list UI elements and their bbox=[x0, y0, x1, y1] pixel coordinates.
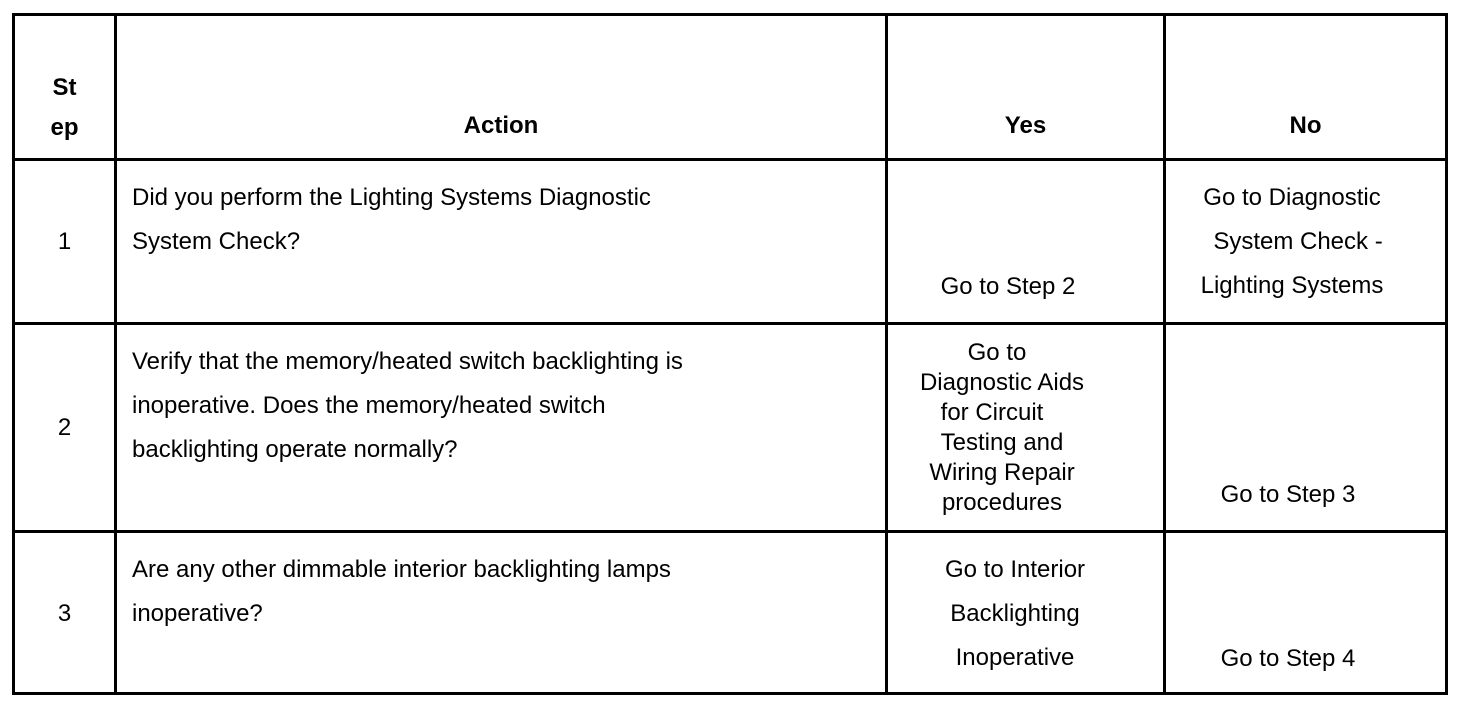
row-1-yes-line-1: Go to Step 2 bbox=[940, 273, 1076, 300]
row-3-no-line-1: Go to Step 4 bbox=[1220, 645, 1356, 672]
header-divider bbox=[12, 158, 1448, 161]
row-2-yes-line-2: Diagnostic Aids bbox=[919, 369, 1085, 396]
row-1-no-line-2: System Check - bbox=[1213, 228, 1383, 255]
row-1-action-line-1: Did you perform the Lighting Systems Diagnostic bbox=[132, 184, 651, 211]
row-1-step: 1 bbox=[57, 228, 72, 255]
header-yes: Yes bbox=[1004, 112, 1047, 139]
row-3-step: 3 bbox=[57, 600, 72, 627]
header-action: Action bbox=[463, 112, 539, 139]
row-2-action-line-1: Verify that the memory/heated switch backlighting is bbox=[132, 348, 683, 375]
row-divider-1 bbox=[12, 322, 1448, 325]
row-3-yes-line-1: Go to Interior bbox=[944, 556, 1086, 583]
row-2-no bbox=[1166, 473, 1410, 517]
table-border-right bbox=[1445, 13, 1448, 695]
row-2-yes-line-1: Go to bbox=[967, 339, 1027, 366]
row-2-step: 2 bbox=[57, 414, 72, 441]
row-divider-2 bbox=[12, 530, 1448, 533]
table-border-bottom bbox=[12, 692, 1448, 695]
row-3-action-line-1: Are any other dimmable interior backlighting lamps bbox=[132, 556, 671, 583]
header-no: No bbox=[1289, 112, 1322, 139]
row-1-no-line-3: Lighting Systems bbox=[1200, 272, 1384, 299]
row-1-no-line-1: Go to Diagnostic bbox=[1203, 184, 1381, 211]
row-1-yes bbox=[888, 265, 1128, 309]
row-2-yes-line-5: Wiring Repair bbox=[929, 459, 1075, 486]
row-3-no bbox=[1166, 637, 1410, 681]
row-3-yes bbox=[888, 548, 1142, 680]
row-2-yes-line-3: for Circuit bbox=[940, 399, 1044, 426]
header-step-line-1: St bbox=[52, 74, 77, 101]
row-2-action bbox=[132, 340, 872, 472]
header-step bbox=[15, 68, 114, 148]
row-3-action bbox=[132, 548, 872, 636]
row-2-action-line-2: inoperative. Does the memory/heated switch bbox=[132, 392, 606, 419]
header-step-line-2: ep bbox=[50, 114, 79, 141]
row-2-no-line-1: Go to Step 3 bbox=[1220, 481, 1356, 508]
row-1-action-line-2: System Check? bbox=[132, 228, 301, 255]
row-2-yes bbox=[888, 338, 1116, 518]
row-2-yes-line-4: Testing and bbox=[940, 429, 1064, 456]
row-1-action bbox=[132, 176, 872, 264]
row-3-action-line-2: inoperative? bbox=[132, 600, 263, 627]
row-3-yes-line-3: Inoperative bbox=[955, 644, 1075, 671]
row-3-yes-line-2: Backlighting bbox=[950, 600, 1080, 627]
row-2-yes-line-6: procedures bbox=[941, 489, 1063, 516]
row-1-no bbox=[1166, 176, 1418, 308]
row-2-action-line-3: backlighting operate normally? bbox=[132, 436, 458, 463]
table-border-top bbox=[12, 13, 1448, 16]
